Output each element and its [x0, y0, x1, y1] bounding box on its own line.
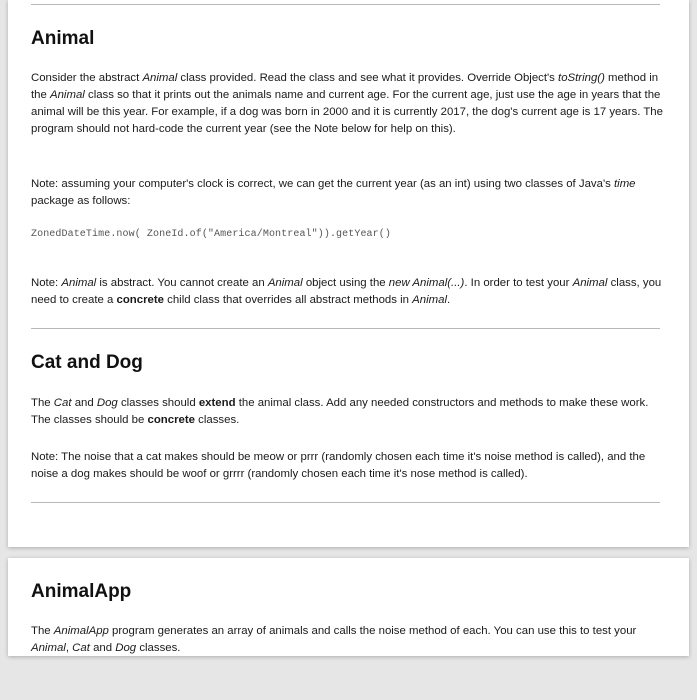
animalapp-description: The AnimalApp program generates an array of animals and calls the noise method of each. You can use this to test your Animal, Cat and Dog classes.: [31, 625, 637, 654]
animal-time-note: Note: assuming your computer's clock is correct, we can get the current year (as an int) using two classes of Java's time package as follows:: [31, 178, 636, 207]
divider-top: [31, 4, 660, 5]
animal-abstract-note: Note: Animal is abstract. You cannot create an Animal object using the new Animal(...). In order to test your Animal class, you need to create a concrete child class that overrides all abstract methods in Animal.: [31, 277, 662, 306]
animalapp-heading: AnimalApp: [31, 581, 132, 602]
catdog-heading: Cat and Dog: [31, 352, 143, 373]
code-snippet: ZonedDateTime.now( ZoneId.of("America/Montreal")).getYear(): [31, 229, 391, 240]
catdog-description: The Cat and Dog classes should extend the animal class. Add any needed constructors and methods to make these work. The classes should be concrete classes.: [31, 397, 649, 426]
assignment-card-main: [8, 0, 689, 547]
divider-middle: [31, 328, 660, 329]
animal-heading: Animal: [31, 28, 95, 49]
catdog-noise-note: Note: The noise that a cat makes should be meow or prrr (randomly chosen each time it's noise method is called), and the noise a dog makes should be woof or grrrr (randomly chosen each time it's nose method is called).: [31, 451, 646, 480]
animal-description: Consider the abstract Animal class provided. Read the class and see what it provides. Override Object's toString() method in the Animal class so that it prints out the animals name and current age. For the current age, just use the age in years that the animal will be this year. For example, if a dog was born in 2000 and it is currently 2017, the dog's current age is 17 years. The program should not hard-code the current year (see the Note below for help on this).: [31, 72, 663, 135]
assignment-card-animalapp: [8, 558, 689, 656]
divider-bottom: [31, 502, 660, 503]
